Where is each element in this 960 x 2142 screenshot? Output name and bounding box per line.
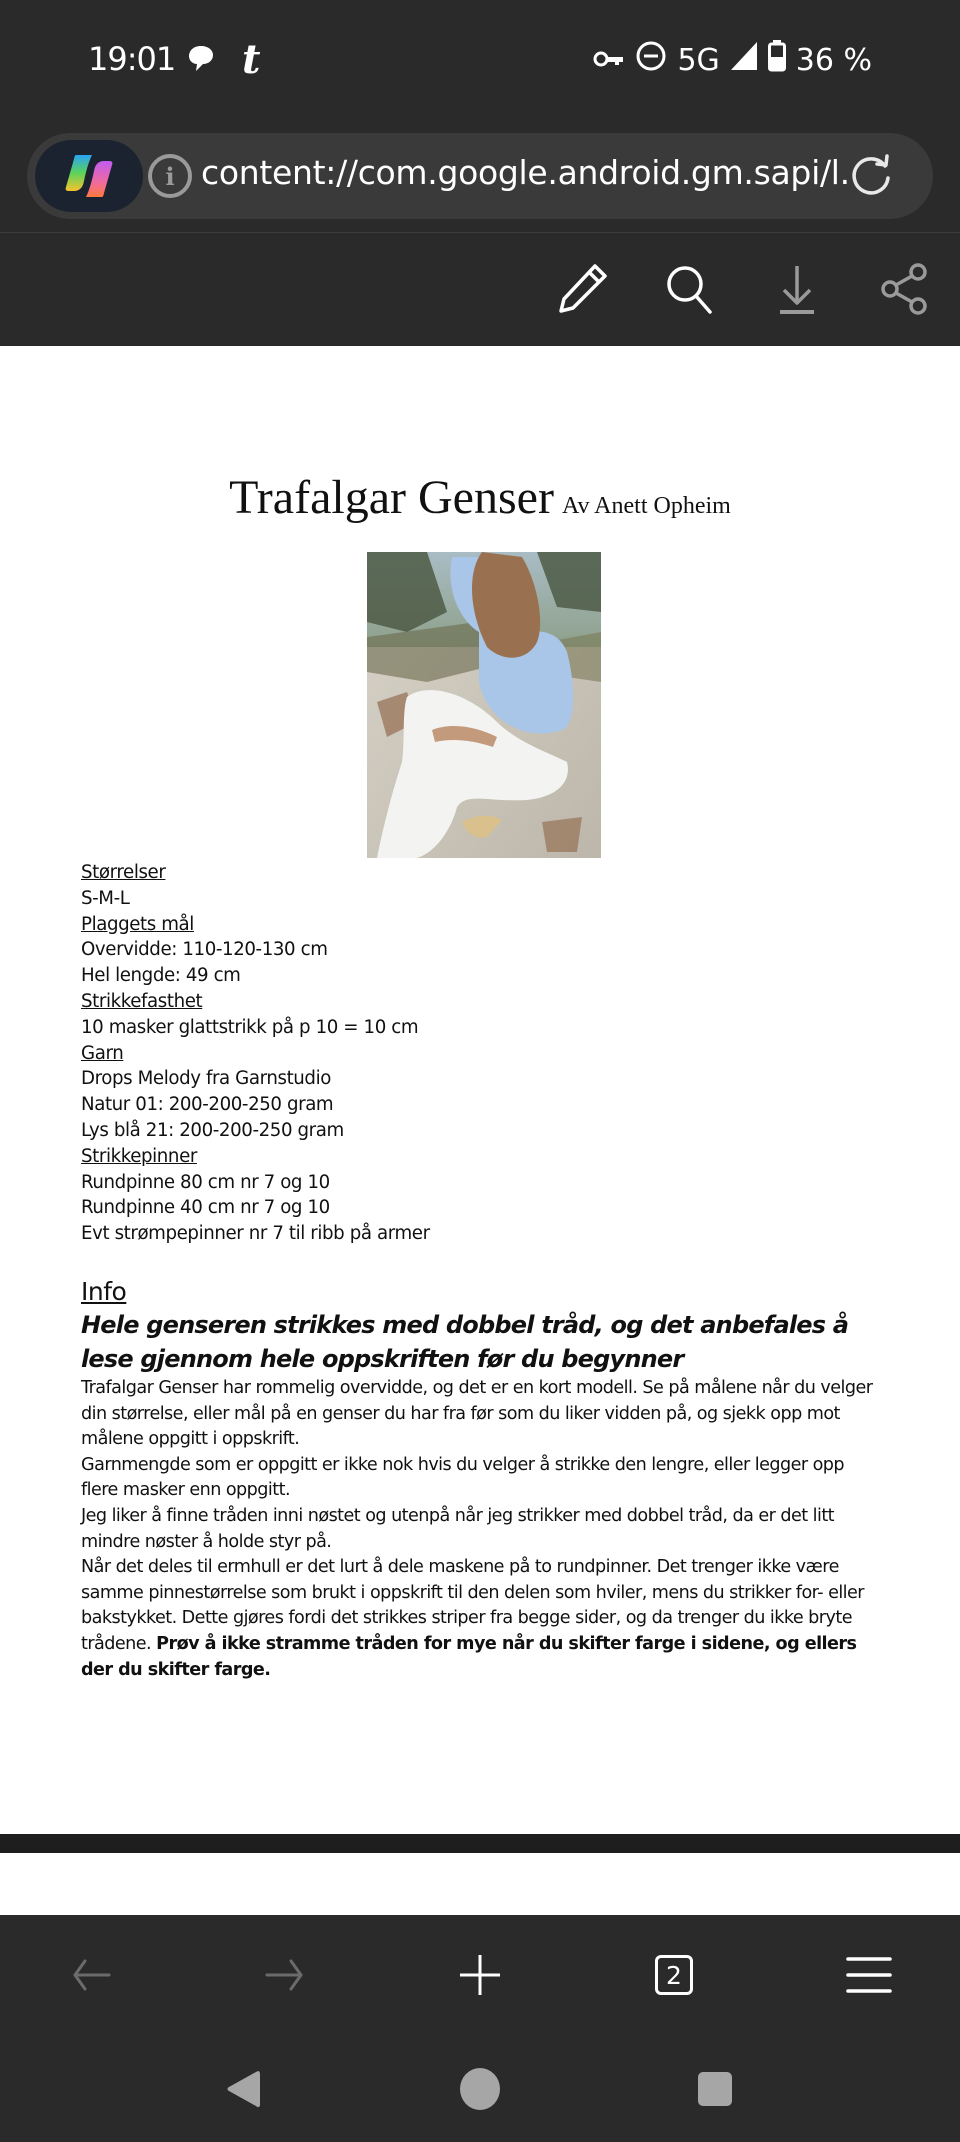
vpn-key-icon [593, 43, 625, 78]
plus-icon [458, 1953, 502, 1997]
reload-icon[interactable] [847, 152, 895, 200]
pattern-author: Av Anett Opheim [561, 493, 731, 519]
tab-count-badge: 2 [655, 1955, 693, 1995]
chat-bubble-icon [186, 43, 216, 78]
hamburger-menu-icon [846, 1955, 892, 1995]
spec-heading-gauge: Strikkefasthet [81, 990, 203, 1012]
spec-line: Natur 01: 200-200-250 gram [81, 1094, 334, 1116]
info-paragraph: Trafalgar Genser har rommelig overvidde, og det er en kort modell. Se på målene når du velger din størrelse, eller mål på en genser du har fra før som du liker vidden på, og sjekk opp mot målene oppgitt i oppskrift. [81, 1378, 873, 1450]
info-lead: Hele genseren strikkes med dobbel tråd, og det anbefales å lese gjennom hele oppskriften før du begynner [81, 1311, 849, 1373]
pdf-page[interactable] [0, 346, 960, 1834]
document-title [0, 470, 960, 525]
address-bar[interactable] [27, 133, 933, 219]
spec-line: Lys blå 21: 200-200-250 gram [81, 1119, 344, 1141]
system-home-icon[interactable] [459, 2067, 501, 2111]
address-bar-area [0, 120, 960, 233]
battery-percent: 36 % [795, 42, 872, 78]
spec-line: Hel lengde: 49 cm [81, 965, 241, 987]
site-info-icon[interactable]: i [148, 154, 192, 198]
download-icon[interactable] [770, 262, 824, 316]
forward-button[interactable] [258, 1948, 312, 2002]
info-text: Når det deles til ermhull er det lurt å dele maskene på to rundpinner. Det trenger ikke være samme pinnestørrelse som brukt i oppskrift til den delen som hviler, mens du strikker for- eller bakstykket. Dette gjøres fordi det strikkes striper fra begge sider, og da trenger du ikke bryte trådene. [81, 1557, 864, 1654]
info-paragraph-last [81, 1555, 881, 1683]
copilot-icon [62, 151, 116, 201]
status-bar [0, 0, 960, 120]
spec-heading-needles: Strikkepinner [81, 1145, 197, 1167]
pdf-next-page[interactable] [0, 1853, 960, 1915]
spec-line: Rundpinne 40 cm nr 7 og 10 [81, 1197, 330, 1219]
spec-line: 10 masker glattstrikk på p 10 = 10 cm [81, 1016, 419, 1038]
notification-icons [186, 36, 261, 83]
signal-icon [730, 41, 758, 79]
do-not-disturb-icon [635, 40, 667, 80]
spec-line: Overvidde: 110-120-130 cm [81, 939, 328, 961]
pdf-toolbar [0, 234, 960, 346]
copilot-button[interactable] [35, 140, 143, 212]
search-icon[interactable] [662, 262, 716, 316]
info-paragraph: Garnmengde som er oppgitt er ikke nok hvis du velger å strikke den lengre, eller legger opp flere masker enn oppgitt. [81, 1454, 845, 1501]
menu-button[interactable] [842, 1948, 896, 2002]
sweater-photo [367, 552, 601, 858]
spec-line: Drops Melody fra Garnstudio [81, 1068, 331, 1090]
system-recents-icon[interactable] [697, 2071, 733, 2107]
info-heading: Info [81, 1277, 127, 1306]
back-button[interactable] [64, 1948, 118, 2002]
tabs-button[interactable] [647, 1948, 701, 2002]
share-icon[interactable] [878, 262, 932, 316]
info-bold-tip: Prøv å ikke stramme tråden for mye når du skifter farge i sidene, og ellers der du skifter farge. [81, 1633, 857, 1680]
new-tab-button[interactable] [453, 1948, 507, 2002]
forward-arrow-icon [265, 1955, 305, 1995]
edit-pencil-icon[interactable] [555, 262, 609, 316]
system-navigation-bar [0, 2035, 960, 2142]
system-status-icons [593, 40, 872, 80]
status-time: 19:01 [88, 40, 176, 78]
tumblr-icon: t [242, 36, 261, 83]
pattern-title: Trafalgar Genser [229, 471, 554, 524]
spec-line: Evt strømpepinner nr 7 til ribb på armer [81, 1223, 430, 1245]
browser-bottom-bar [0, 1915, 960, 2035]
pattern-specs [81, 860, 430, 1247]
spec-line: S-M-L [81, 887, 130, 909]
back-arrow-icon [71, 1955, 111, 1995]
page-separator [0, 1834, 960, 1853]
spec-heading-yarn: Garn [81, 1042, 124, 1064]
info-section [81, 1276, 881, 1683]
url-text[interactable]: content://com.google.android.gm.sapi/l. [201, 153, 850, 192]
spec-line: Rundpinne 80 cm nr 7 og 10 [81, 1171, 330, 1193]
info-paragraph: Jeg liker å finne tråden inni nøstet og utenpå når jeg strikker med dobbel tråd, da er det litt mindre nøster å holde styr på. [81, 1505, 835, 1552]
network-type: 5G [677, 42, 720, 78]
spec-heading-measurements: Plaggets mål [81, 913, 194, 935]
spec-heading-sizes: Størrelser [81, 862, 166, 883]
system-back-icon[interactable] [226, 2069, 262, 2109]
battery-icon [768, 40, 786, 80]
